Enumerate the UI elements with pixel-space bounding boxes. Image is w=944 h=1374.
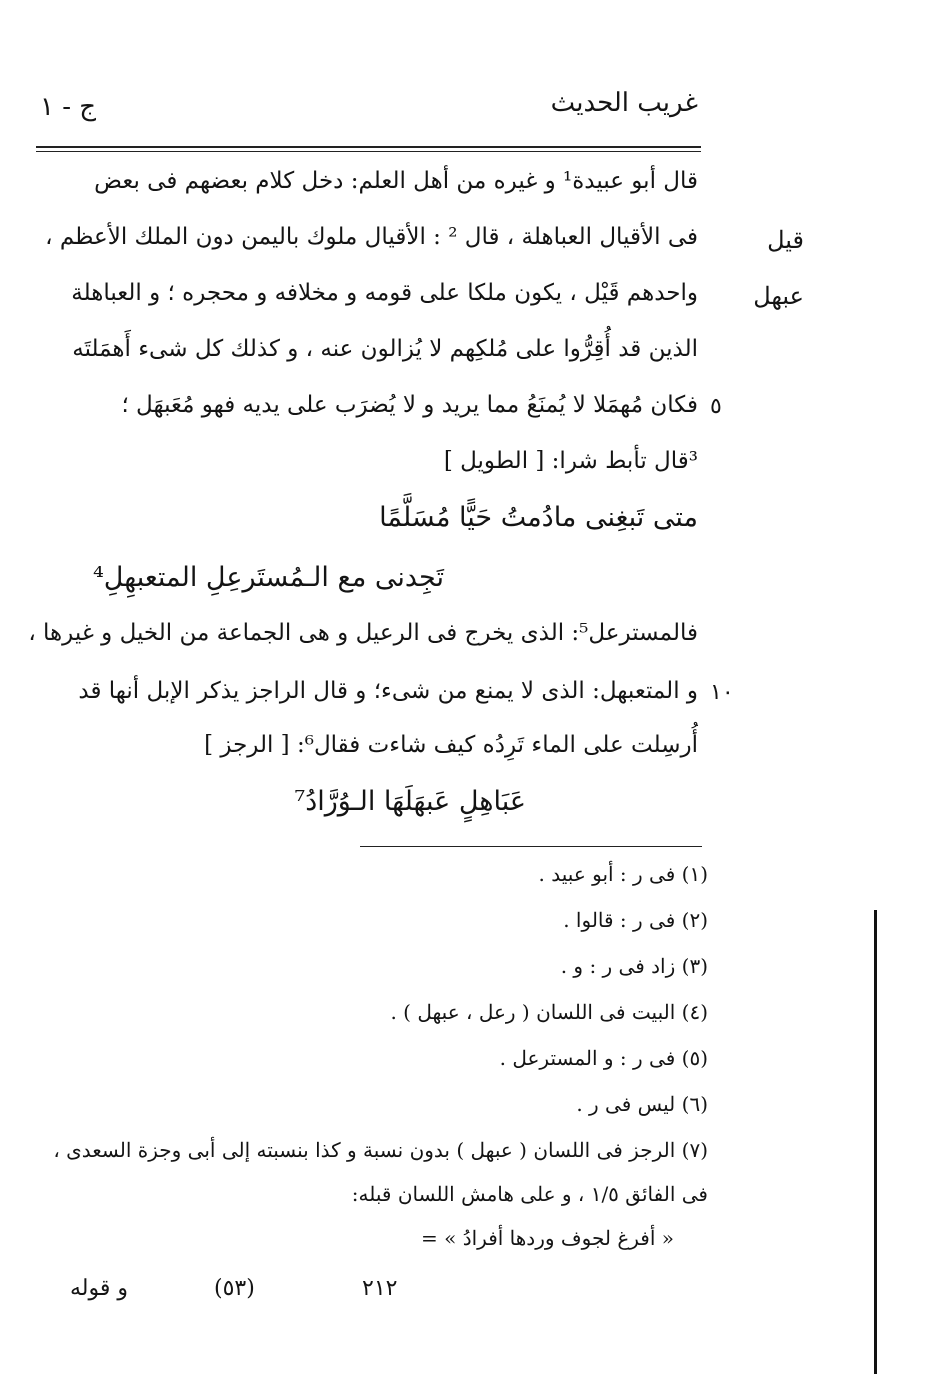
footnote-7-quoted-verse: « أفرغ لجوف وردها أفرادُ » = [420,1226,674,1250]
body-line-2: فى الأقيال العباهلة ، قال ² : الأقيال ملوك باليمن دون الملك الأعظم ، [45,224,698,250]
line-number-10: ١٠ [710,680,734,705]
footnote-7-continued: فى الفائق ١/٥ ، و على هامش اللسان قبله: [351,1182,708,1206]
footnote-3: (٣) زاد فى ر : و . [560,954,708,978]
verse-hemistich-1: متى تَبغِنى مادُمتُ حَيًّا مُسَلَّمًا [379,502,698,533]
running-head-title: غريب الحديث [550,88,698,118]
catchword: و قوله [70,1276,128,1301]
header-rule [36,146,701,148]
line-number-5: ٥ [710,394,722,419]
volume-label: ج - ١ [40,92,97,122]
margin-word-qayl: قيل [767,226,804,254]
margin-word-abhal: عبهل [753,282,804,310]
header-rule-thin [36,151,701,152]
body-line-1: قال أبو عبيدة¹ و غيره من أهل العلم: دخل كلام بعضهم فى بعض [94,168,698,194]
body-line-5: فكان مُهمَلا لا يُمنَعُ مما يريد و لا يُضرَب على يديه فهو مُعَبهَل ؛ [121,392,698,418]
footnote-2: (٢) فى ر : قالوا . [563,908,708,932]
scan-edge-shadow [874,910,877,1374]
body-line-6: ³قال تأبط شرا: [ الطويل ] [443,448,698,474]
body-line-9: أُرسِلت على الماء تَرِدُه كيف شاءت فقال⁶: [ الرجز ] [204,732,698,758]
footnote-4: (٤) البيت فى اللسان ( رعل ، عبهل ) . [390,1000,708,1024]
body-line-3: واحدهم قَيْل ، يكون ملكا على قومه و مخلافه و محجره ؛ و العباهلة [71,280,698,306]
footnote-separator [360,846,702,847]
footnote-6: (٦) ليس فى ر . [576,1092,708,1116]
verse-hemistich-2: تَجِدنى مع الـمُستَرعِلِ المتعبهِلِ⁴ [92,562,444,593]
footnote-1: (١) فى ر : أبو عبيد . [538,862,708,886]
page-number: ٢١٢ [362,1276,398,1301]
section-number: (٥٣) [214,1276,255,1301]
body-line-7: فالمسترعل⁵: الذى يخرج فى الرعيل و هى الجماعة من الخيل و غيرها ، [28,620,698,646]
footnote-7: (٧) الرجز فى اللسان ( عبهل ) بدون نسبة و كذا بنسبته إلى أبى وجزة السعدى ، [53,1138,708,1162]
body-line-4: الذين قد أُقِرُّوا على مُلكِهم لا يُزالون عنه ، و كذلك كل شىء أَهمَلتَه [72,336,698,362]
verse-rajaz: عَبَاهِلٍ عَبهَلَهَا الـوُرَّادُ⁷ [294,786,526,817]
body-line-8: و المتعبهل: الذى لا يمنع من شىء؛ و قال الراجز يذكر الإبل أنها قد [78,678,698,704]
footnote-5: (٥) فى ر : و المسترعل . [499,1046,708,1070]
